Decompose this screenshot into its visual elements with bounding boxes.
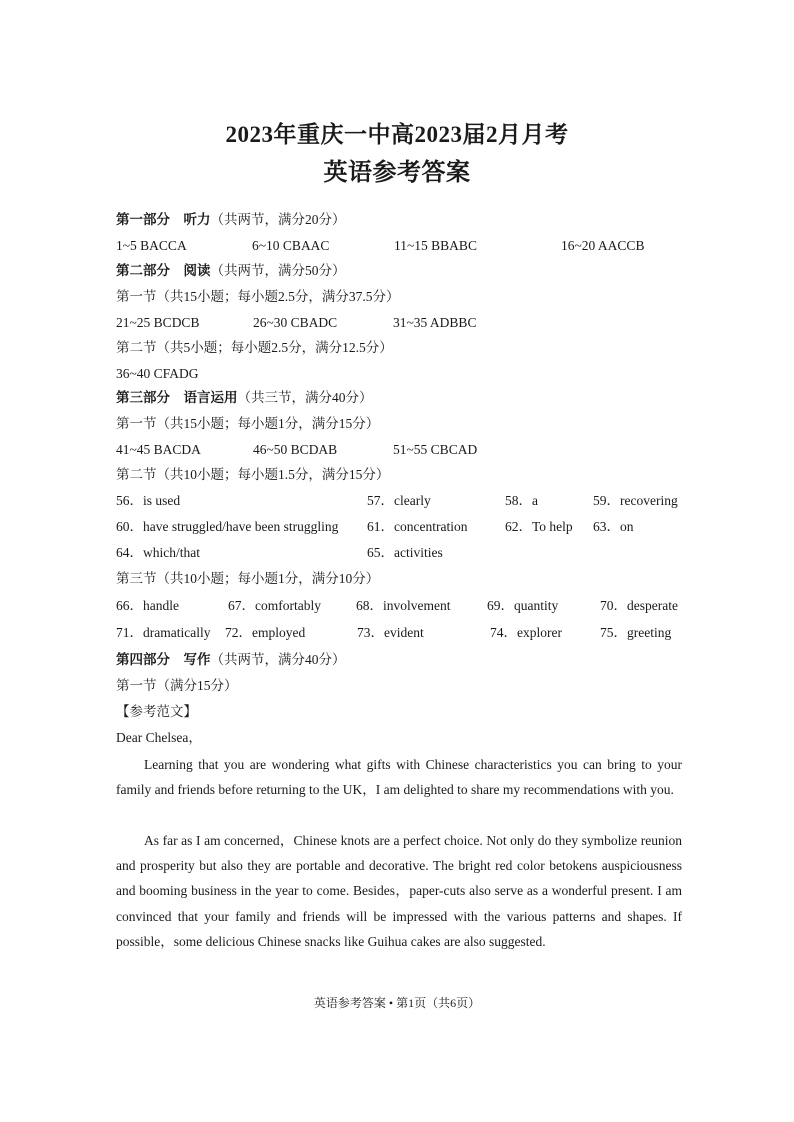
answer-group: 21~25 BCDCB	[116, 315, 200, 330]
part2-section1-heading: 第一节（共15小题；每小题2.5分，满分37.5分）	[116, 289, 400, 304]
answer-item: 61．concentration	[367, 519, 468, 534]
part2-note: （共两节，满分50分）	[210, 263, 346, 278]
part2-section1-answers	[116, 313, 682, 333]
answer-item: 66．handle	[116, 598, 179, 613]
answer-group: 46~50 BCDAB	[253, 442, 338, 457]
letter-paragraph: Learning that you are wondering what gifts with Chinese characteristics you can bring to your family and friends before returning to the UK，I am delighted to share my recommendations with you.	[116, 757, 682, 798]
part1-answers	[116, 236, 682, 256]
page-title: 2023年重庆一中高2023届2月月考	[225, 122, 569, 147]
answer-item: 63．on	[593, 519, 634, 534]
answer-row	[116, 623, 682, 643]
answer-group: 31~35 ADBBC	[393, 315, 477, 330]
part4-title: 第四部分 写作	[116, 652, 211, 667]
page-subtitle: 英语参考答案	[323, 160, 471, 186]
answer-row	[116, 517, 682, 537]
answer-group: 11~15 BBABC	[394, 238, 477, 253]
part1-title: 第一部分 听力	[116, 212, 211, 227]
answer-row	[116, 596, 682, 616]
part3-section1-heading: 第一节（共15小题；每小题1分，满分15分）	[116, 416, 380, 431]
answer-item: 70．desperate	[600, 598, 678, 613]
part2-title: 第二部分 阅读	[116, 263, 211, 278]
answer-item: 75．greeting	[600, 625, 672, 640]
answer-item: 74．explorer	[490, 625, 562, 640]
part4-note: （共两节，满分40分）	[210, 652, 346, 667]
part4-section1-heading: 第一节（满分15分）	[116, 678, 238, 693]
part3-section1-answers	[116, 440, 682, 460]
answer-group: 16~20 AACCB	[561, 238, 645, 253]
answer-item: 57．clearly	[367, 493, 431, 508]
answer-row	[116, 491, 682, 511]
sample-label: 【参考范文】	[116, 704, 197, 719]
answer-group: 6~10 CBAAC	[252, 238, 330, 253]
answer-item: 60．have struggled/have been struggling	[116, 519, 339, 534]
answer-group: 1~5 BACCA	[116, 238, 187, 253]
answer-item: 64．which/that	[116, 545, 200, 560]
answer-group: 41~45 BACDA	[116, 442, 201, 457]
page-footer: 英语参考答案 • 第1页（共6页）	[313, 996, 481, 1010]
answer-item: 72．employed	[225, 625, 306, 640]
answer-item: 71．dramatically	[116, 625, 211, 640]
answer-item: 59．recovering	[593, 493, 678, 508]
part3-title: 第三部分 语言运用	[116, 390, 238, 405]
part1-note: （共两节，满分20分）	[210, 212, 346, 227]
answer-item: 73．evident	[357, 625, 424, 640]
answer-item: 58．a	[505, 493, 538, 508]
part2-section2-answers: 36~40 CFADG	[116, 366, 199, 381]
answer-item: 56．is used	[116, 493, 181, 508]
answer-row	[116, 543, 682, 563]
part4-heading	[116, 650, 346, 670]
part3-section3-heading: 第三节（共10小题；每小题1分，满分10分）	[116, 571, 380, 586]
answer-item: 67．comfortably	[228, 598, 321, 613]
part1-heading	[116, 210, 346, 230]
answer-item: 65．activities	[367, 545, 443, 560]
part3-section2-heading: 第二节（共10小题；每小题1.5分，满分15分）	[116, 467, 390, 482]
answer-item: 62．To help	[505, 519, 573, 534]
letter-paragraph: As far as I am concerned，Chinese knots are a perfect choice. Not only do they symbolize reunion and prosperity but also they are portable and decorative. The bright red color betokens auspiciousness and booming business in the year to come. Besides，paper-cuts also serve as a wonderful present. I am convinced that your family and friends will be impressed with the various patterns and shapes. If possible，some delicious Chinese snacks like Guihua cakes are also suggested.	[116, 833, 682, 949]
answer-group: 51~55 CBCAD	[393, 442, 478, 457]
part3-heading	[116, 388, 373, 408]
answer-item: 68．involvement	[356, 598, 451, 613]
part3-note: （共三节，满分40分）	[237, 390, 373, 405]
part2-section2-heading: 第二节（共5小题；每小题2.5分，满分12.5分）	[116, 340, 393, 355]
letter-salutation: Dear Chelsea，	[116, 730, 202, 745]
answer-group: 26~30 CBADC	[253, 315, 338, 330]
part2-heading	[116, 261, 346, 281]
answer-item: 69．quantity	[487, 598, 559, 613]
